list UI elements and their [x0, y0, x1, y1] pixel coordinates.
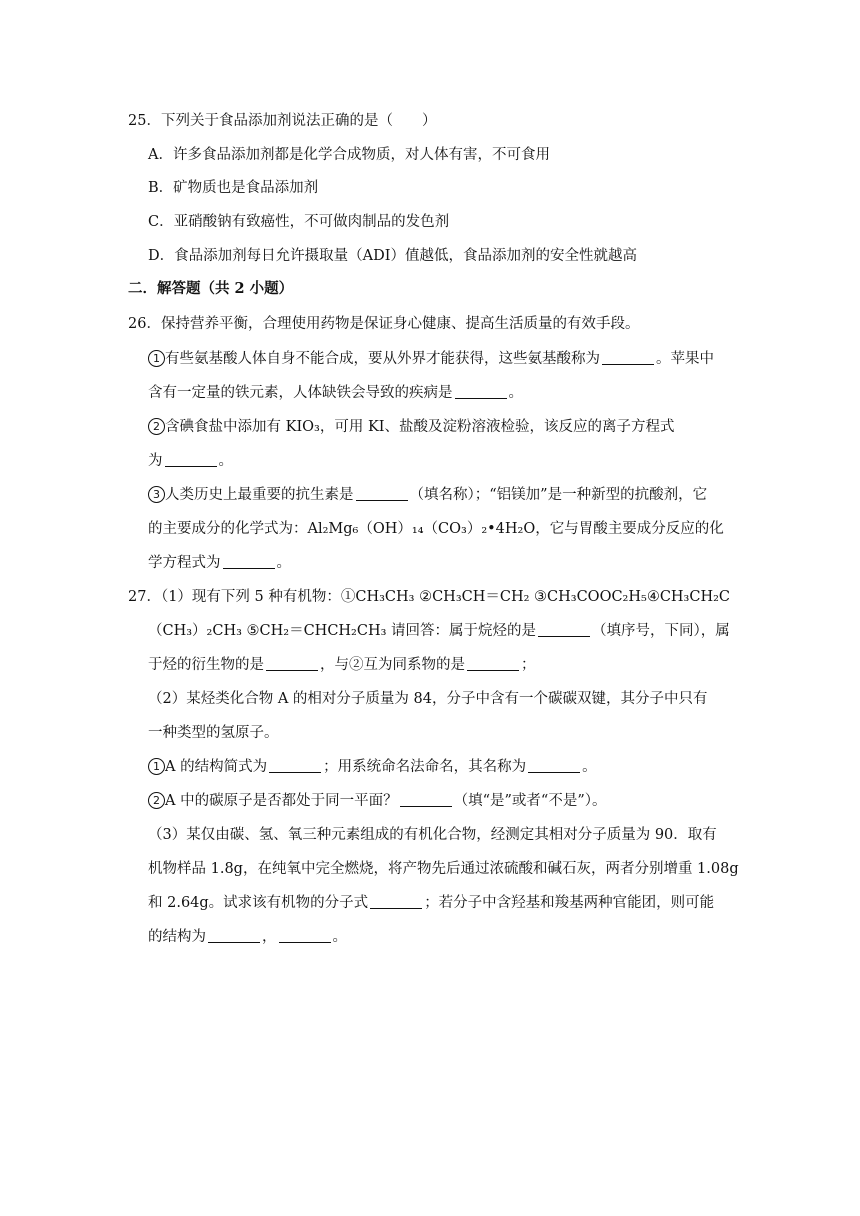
answer-blank[interactable] [602, 350, 654, 365]
q26-p2-text-c: 。 [218, 453, 233, 469]
circled-3-icon: 3 [148, 486, 165, 503]
q27-line2 [148, 621, 730, 641]
q27-text-e: ； [521, 657, 536, 673]
q26-part3-line3 [148, 553, 291, 573]
q27-p2b-text-a: A 中的碳原子是否都处于同一平面？ [165, 793, 398, 809]
q25-option-a: A．许多食品添加剂都是化学合成物质，对人体有害，不可食用 [148, 147, 550, 163]
answer-blank[interactable] [400, 792, 452, 807]
q25-option-b: B．矿物质也是食品添加剂 [148, 180, 319, 196]
q27-p3-text-d: ， [262, 929, 277, 945]
answer-blank[interactable] [269, 758, 321, 773]
q27-p2a-text-b: ；用系统命名法命名，其名称为 [323, 759, 527, 775]
q26-part2-line2 [148, 451, 233, 471]
q27-part3-line4 [148, 927, 347, 947]
q26-p1-text-c: 含有一定量的铁元素，人体缺铁会导致的疾病是 [148, 385, 453, 401]
q26-p1-text-d: 。 [508, 385, 523, 401]
q27-text-c: 于烃的衍生物的是 [148, 657, 264, 673]
q25-option-c: C．亚硝酸钠有致癌性，不可做肉制品的发色剂 [148, 214, 450, 230]
q26-p3-text-b: （填名称）；“铝镁加”是一种新型的抗酸剂，它 [409, 487, 708, 503]
circled-1-icon: 1 [148, 350, 165, 367]
q27-p2a-text-c: 。 [582, 759, 597, 775]
q27-part2-line2: 一种类型的氢原子。 [148, 725, 279, 741]
circled-2-icon: 2 [148, 792, 165, 809]
q27-part2a [148, 757, 597, 777]
q26-p1-text-b: 。苹果中 [656, 351, 714, 367]
q26-p2-text-b: 为 [148, 453, 163, 469]
q26-p2-text-a: 含碘食盐中添加有 KIO₃，可用 KI、盐酸及淀粉溶液检验，该反应的离子方程式 [165, 419, 675, 435]
q27-p3-text-b: ；若分子中含羟基和羧基两种官能团，则可能 [424, 895, 715, 911]
q27-p3-text-a: 和 2.64g。试求该有机物的分子式 [148, 895, 369, 911]
q27-text-d: ，与②互为同系物的是 [320, 657, 465, 673]
q27-p2b-text-b: （填“是”或者“不是”）。 [453, 793, 607, 809]
q26-part1-line1 [148, 349, 714, 369]
q27-part3-line3 [148, 893, 714, 913]
answer-blank[interactable] [223, 554, 275, 569]
q26-part1-line2 [148, 383, 523, 403]
answer-blank[interactable] [538, 622, 590, 637]
q27-p3-text-c: 的结构为 [148, 929, 206, 945]
circled-1-icon: 1 [148, 758, 165, 775]
q27-part2-line1: （2）某烃类化合物 A 的相对分子质量为 84，分子中含有一个碳碳双键，其分子中只有 [148, 691, 708, 707]
q27-line1: 27．（1）现有下列 5 种有机物：①CH₃CH₃ ②CH₃CH＝CH₂ ③CH₃COOC₂H₅④CH₃CH₂C [128, 589, 731, 605]
answer-blank[interactable] [467, 656, 519, 671]
q25-option-d: D．食品添加剂每日允许摄取量（ADI）值越低，食品添加剂的安全性就越高 [148, 248, 637, 264]
q27-text-b: （填序号，下同），属 [592, 623, 730, 639]
q26-p3-text-a: 人类历史上最重要的抗生素是 [165, 487, 354, 503]
q27-part3-line2: 机物样品 1.8g，在纯氧中完全燃烧，将产物先后通过浓硫酸和碱石灰，两者分别增重 1.08g [148, 861, 739, 877]
q26-stem: 26．保持营养平衡，合理使用药物是保证身心健康、提高生活质量的有效手段。 [128, 316, 640, 332]
q26-part2-line1 [148, 417, 675, 437]
q27-p3-text-e: 。 [332, 929, 347, 945]
answer-blank[interactable] [279, 928, 331, 943]
answer-blank[interactable] [370, 894, 422, 909]
q27-part3-line1: （3）某仅由碳、氢、氧三种元素组成的有机化合物，经测定其相对分子质量为 90．取有 [148, 827, 717, 843]
q27-p2a-text-a: A 的结构简式为 [165, 759, 268, 775]
answer-blank[interactable] [208, 928, 260, 943]
section-title: 二．解答题（共 2 小题） [128, 280, 294, 297]
answer-blank[interactable] [356, 486, 408, 501]
q26-p3-text-d: 。 [276, 555, 291, 571]
answer-blank[interactable] [266, 656, 318, 671]
q25-stem: 25．下列关于食品添加剂说法正确的是（ ） [128, 113, 437, 129]
q26-part3-line2: 的主要成分的化学式为：Al₂Mg₆（OH）₁₄（CO₃）₂•4H₂O，它与胃酸主要成分反应的化 [148, 521, 724, 537]
answer-blank[interactable] [455, 384, 507, 399]
circled-2-icon: 2 [148, 418, 165, 435]
q26-part3-line1 [148, 485, 707, 505]
q26-p1-text-a: 有些氨基酸人体自身不能合成，要从外界才能获得，这些氨基酸称为 [165, 351, 600, 367]
q26-p3-text-c: 学方程式为 [148, 555, 221, 571]
q27-part2b [148, 791, 607, 811]
answer-blank[interactable] [528, 758, 580, 773]
answer-blank[interactable] [165, 452, 217, 467]
q27-text-a: （CH₃）₂CH₃ ⑤CH₂＝CHCH₂CH₃ 请回答：属于烷烃的是 [148, 623, 537, 639]
q27-line3 [148, 655, 536, 675]
